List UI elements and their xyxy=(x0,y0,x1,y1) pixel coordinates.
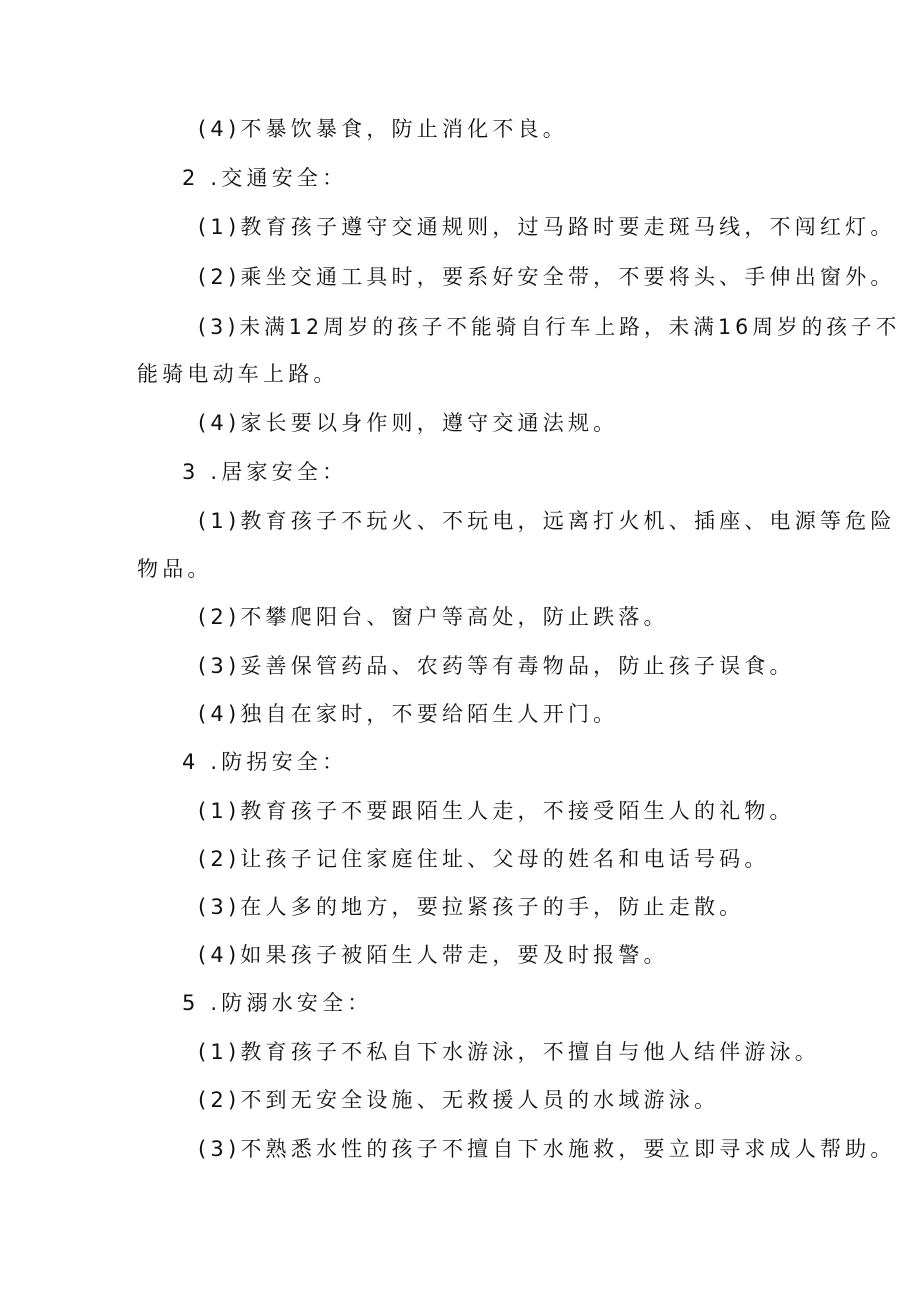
section-heading: 2 .交通安全： xyxy=(182,166,348,190)
list-item: (2)不到无安全设施、无救援人员的水域游泳。 xyxy=(198,1088,720,1112)
list-item: (1)教育孩子不玩火、不玩电，远离打火机、插座、电源等危险 xyxy=(198,509,896,533)
list-item-continuation: 物品。 xyxy=(137,557,213,581)
section-heading: 3 .居家安全： xyxy=(182,460,348,484)
section-heading: 4 .防拐安全： xyxy=(182,750,348,774)
list-item: (3)不熟悉水性的孩子不擅自下水施救，要立即寻求成人帮助。 xyxy=(198,1137,896,1161)
list-item: (2)乘坐交通工具时，要系好安全带，不要将头、手伸出窗外。 xyxy=(198,265,896,289)
list-item: (3)在人多的地方，要拉紧孩子的手，防止走散。 xyxy=(198,895,745,919)
list-item: (4)家长要以身作则，遵守交通法规。 xyxy=(198,411,619,435)
list-item: (1)教育孩子不要跟陌生人走，不接受陌生人的礼物。 xyxy=(198,799,795,823)
list-item: (3)未满12周岁的孩子不能骑自行车上路，未满16周岁的孩子不 xyxy=(198,315,901,339)
list-item: (1)教育孩子不私自下水游泳，不擅自与他人结伴游泳。 xyxy=(198,1040,820,1064)
list-item: (4)如果孩子被陌生人带走，要及时报警。 xyxy=(198,943,669,967)
section-heading: 5 .防溺水安全： xyxy=(182,991,373,1015)
list-item: (4)不暴饮暴食，防止消化不良。 xyxy=(198,117,568,141)
list-item: (3)妥善保管药品、农药等有毒物品，防止孩子误食。 xyxy=(198,654,795,678)
list-item: (1)教育孩子遵守交通规则，过马路时要走斑马线，不闯红灯。 xyxy=(198,215,896,239)
list-item-continuation: 能骑电动车上路。 xyxy=(137,362,339,386)
list-item: (4)独自在家时，不要给陌生人开门。 xyxy=(198,702,619,726)
list-item: (2)让孩子记住家庭住址、父母的姓名和电话号码。 xyxy=(198,847,770,871)
list-item: (2)不攀爬阳台、窗户等高处，防止跌落。 xyxy=(198,605,669,629)
